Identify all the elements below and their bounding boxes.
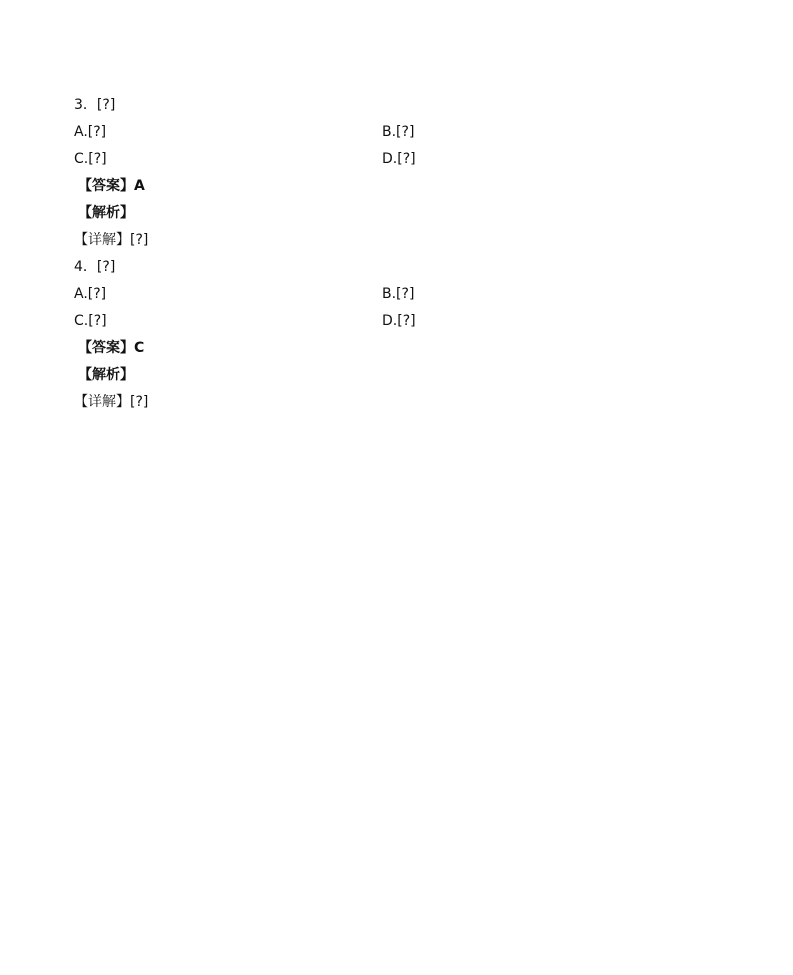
document-page: [74, 92, 674, 416]
option-d: D.[?]: [382, 151, 416, 167]
answer-label: 【答案】A: [78, 178, 145, 194]
option-b: B.[?]: [382, 124, 415, 140]
option-a: A.[?]: [74, 286, 107, 302]
option-a: A.[?]: [74, 124, 107, 140]
answer-label: 【答案】C: [78, 340, 145, 356]
option-c: C.[?]: [74, 151, 107, 167]
question-text: [?]: [96, 97, 116, 113]
question-stem: [74, 92, 674, 119]
detail-text: 【详解】[?]: [74, 232, 149, 248]
analysis-label: 【解析】: [78, 367, 134, 383]
question-3: [74, 92, 674, 254]
question-number: 3．: [74, 97, 97, 113]
option-d: D.[?]: [382, 313, 416, 329]
question-text: [?]: [96, 259, 116, 275]
analysis-label: 【解析】: [78, 205, 134, 221]
question-4: [74, 254, 674, 416]
options-grid: [74, 119, 674, 173]
question-stem: [74, 254, 674, 281]
option-b: B.[?]: [382, 286, 415, 302]
options-grid: [74, 281, 674, 335]
option-c: C.[?]: [74, 313, 107, 329]
detail-text: 【详解】[?]: [74, 394, 149, 410]
question-number: 4．: [74, 259, 97, 275]
